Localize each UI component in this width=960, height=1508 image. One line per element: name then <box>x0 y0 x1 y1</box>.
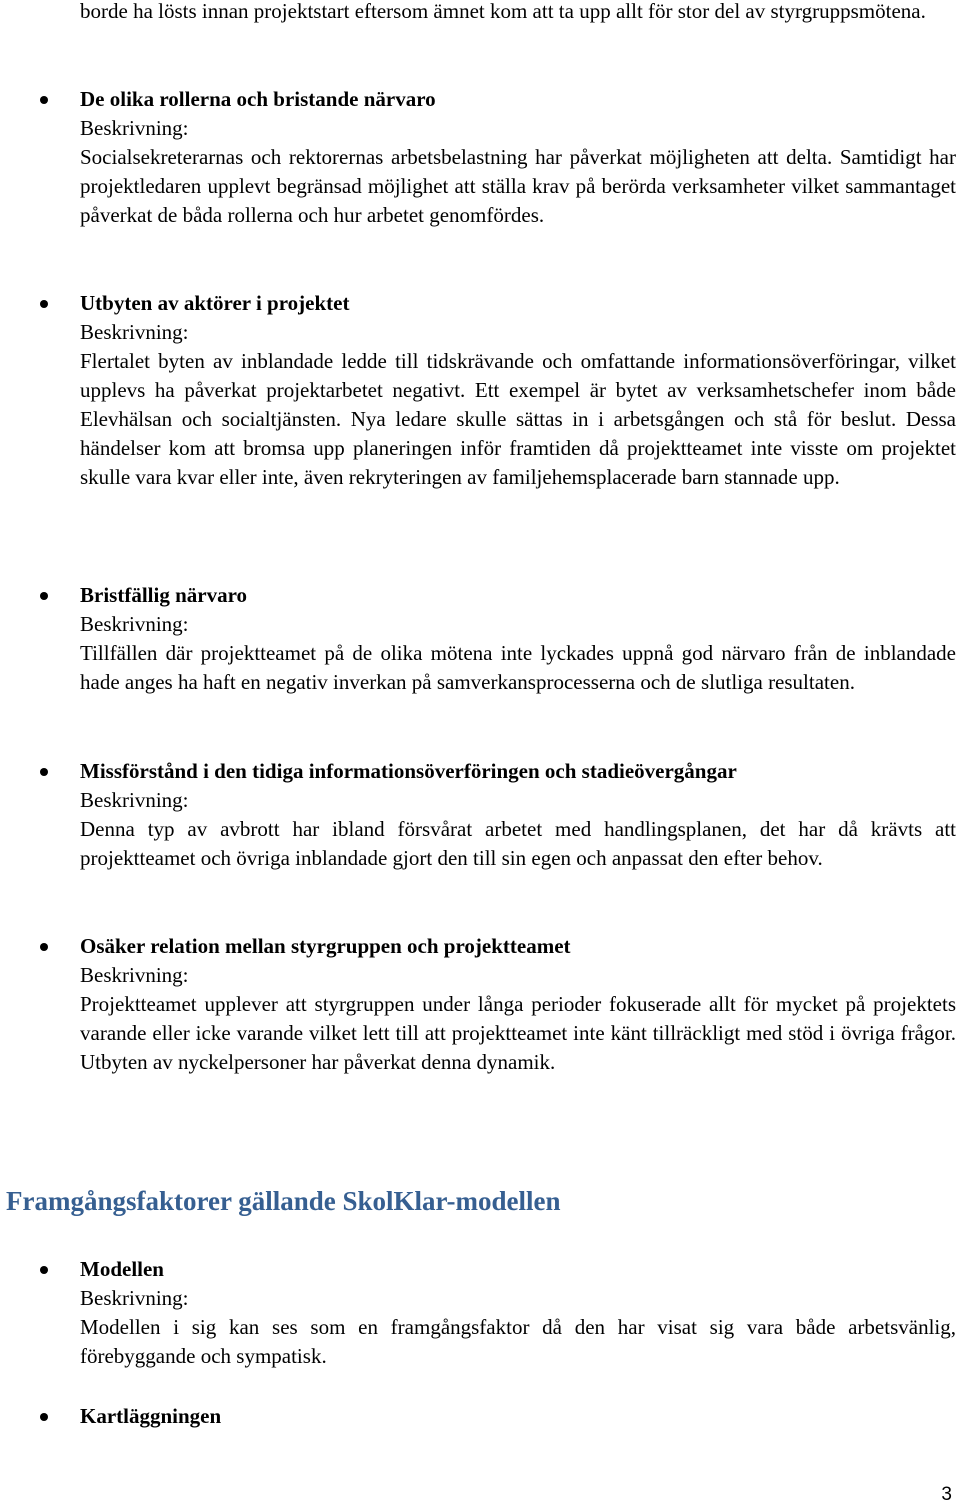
list-item <box>80 85 956 230</box>
item-text: Flertalet byten av inblandade ledde till tidskrävande och omfattande informationsöverföringar, vilket upplevs ha påverkat projektarbetet negativt. Ett exempel är bytet av verksamhetschefer inom både Elevhälsan och socialtjänsten. Nya ledare skulle sättas in i arbetsgången och stå för beslut. Dessa händelser kom att bromsa upp planeringen inför framtiden då projektteamet inte visste om projektet skulle vara kvar eller inte, även rekryteringen av familjehemsplacerade barn stannade upp. <box>80 349 956 489</box>
item-label: Beskrivning: <box>80 788 189 812</box>
item-title: Utbyten av aktörer i projektet <box>80 291 350 315</box>
page-number: 3 <box>941 1484 952 1505</box>
intro-paragraph: borde ha lösts innan projektstart eftersom ämnet kom att ta upp allt för stor del av styrgruppsmötena. <box>80 0 926 23</box>
item-label: Beskrivning: <box>80 612 189 636</box>
list-item <box>80 1402 956 1431</box>
item-label: Beskrivning: <box>80 320 189 344</box>
item-label: Beskrivning: <box>80 963 189 987</box>
bullet-icon <box>40 768 48 776</box>
list-item <box>80 581 956 697</box>
item-label: Beskrivning: <box>80 1286 189 1310</box>
item-title: De olika rollerna och bristande närvaro <box>80 87 436 111</box>
section-heading: Framgångsfaktorer gällande SkolKlar-modellen <box>6 1186 561 1216</box>
item-text: Tillfällen där projektteamet på de olika mötena inte lyckades uppnå god närvaro från de inblandade hade anges ha haft en negativ inverkan på samverkansprocesserna och de slutliga resultaten. <box>80 641 956 694</box>
item-title: Osäker relation mellan styrgruppen och projektteamet <box>80 934 571 958</box>
item-title: Bristfällig närvaro <box>80 583 248 607</box>
bullet-icon <box>40 1266 48 1274</box>
item-title: Kartläggningen <box>80 1404 222 1428</box>
bullet-icon <box>40 592 48 600</box>
item-label: Beskrivning: <box>80 116 189 140</box>
item-title: Missförstånd i den tidiga informationsöverföringen och stadieövergångar <box>80 759 737 783</box>
list-item <box>80 757 956 873</box>
bullet-icon <box>40 96 48 104</box>
bullet-icon <box>40 943 48 951</box>
item-text: Modellen i sig kan ses som en framgångsfaktor då den har visat sig vara både arbetsvänlig, förebyggande och sympatisk. <box>80 1315 956 1368</box>
bullet-icon <box>40 300 48 308</box>
list-item <box>80 289 956 492</box>
list-item <box>80 932 956 1077</box>
item-text: Projektteamet upplever att styrgruppen under långa perioder fokuserade allt för mycket på projektets varande eller icke varande vilket lett till att projektteamet inte känt tillräckligt med stöd i övriga frågor. Utbyten av nyckelpersoner har påverkat denna dynamik. <box>80 992 956 1074</box>
bullet-icon <box>40 1413 48 1421</box>
list-item <box>80 1255 956 1371</box>
item-text: Denna typ av avbrott har ibland försvårat arbetet med handlingsplanen, det har då krävts att projektteamet och övriga inblandade gjort den till sin egen och anpassat den efter behov. <box>80 817 956 870</box>
item-text: Socialsekreterarnas och rektorernas arbetsbelastning har påverkat möjligheten att delta. Samtidigt har projektledaren upplevt begränsad möjlighet att ställa krav på berörda verksamheter vilket sammantaget påverkat de båda rollerna och hur arbetet genomfördes. <box>80 145 956 227</box>
item-title: Modellen <box>80 1257 164 1281</box>
